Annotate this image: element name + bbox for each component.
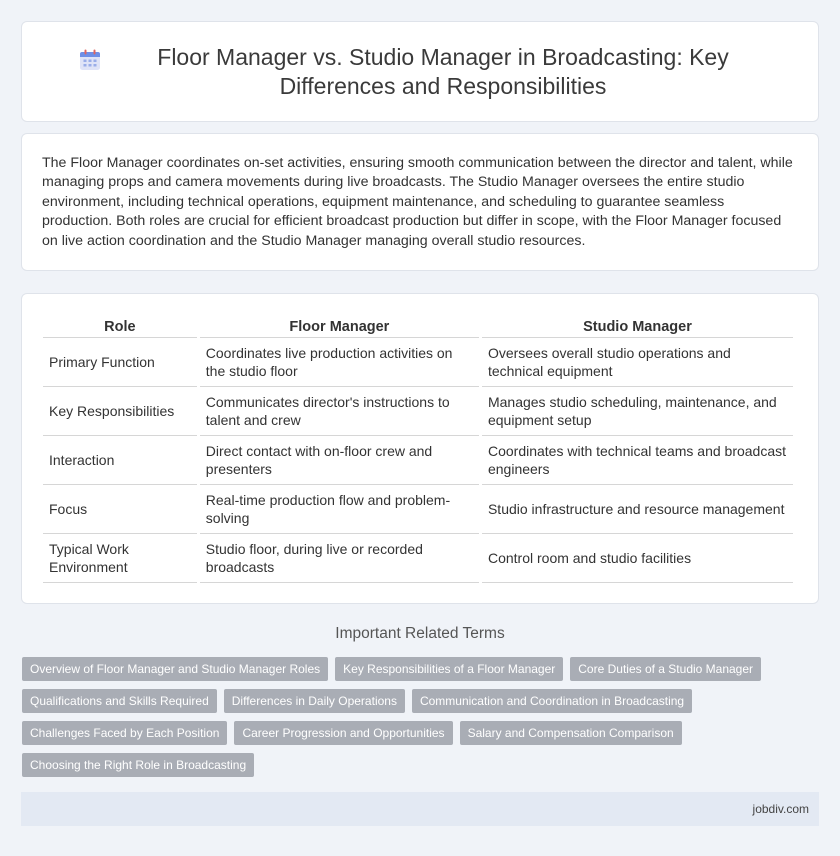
related-tag[interactable]: Challenges Faced by Each Position	[22, 721, 227, 745]
header-studio-manager: Studio Manager	[482, 314, 793, 338]
table-row	[43, 534, 793, 583]
related-tag[interactable]: Salary and Compensation Comparison	[460, 721, 682, 745]
cell-studio-manager: Studio infrastructure and resource management	[482, 485, 793, 534]
cell-studio-manager: Oversees overall studio operations and technical equipment	[482, 338, 793, 387]
cell-floor-manager: Direct contact with on-floor crew and presenters	[200, 436, 479, 485]
related-tag[interactable]: Choosing the Right Role in Broadcasting	[22, 753, 254, 777]
related-tag[interactable]: Communication and Coordination in Broadcasting	[412, 689, 692, 713]
title-wrap	[77, 43, 763, 101]
cell-role: Focus	[43, 485, 197, 534]
footer	[21, 792, 819, 826]
related-tag[interactable]: Overview of Floor Manager and Studio Manager Roles	[22, 657, 328, 681]
related-tag[interactable]: Qualifications and Skills Required	[22, 689, 217, 713]
table-row	[43, 436, 793, 485]
footer-site-link[interactable]: jobdiv.com	[752, 802, 809, 816]
table-row	[43, 485, 793, 534]
cell-floor-manager: Coordinates live production activities on the studio floor	[200, 338, 479, 387]
comparison-table-card	[21, 293, 819, 604]
page-title: Floor Manager vs. Studio Manager in Broadcasting: Key Differences and Responsibilities	[157, 43, 729, 99]
calendar-icon	[77, 47, 103, 73]
related-tag[interactable]: Differences in Daily Operations	[224, 689, 405, 713]
table-row	[43, 387, 793, 436]
related-terms-title: Important Related Terms	[335, 625, 505, 642]
cell-studio-manager: Manages studio scheduling, maintenance, and equipment setup	[482, 387, 793, 436]
table-header-row	[43, 314, 793, 338]
title-card	[21, 21, 819, 122]
cell-role: Key Responsibilities	[43, 387, 197, 436]
related-tag[interactable]: Core Duties of a Studio Manager	[570, 657, 761, 681]
header-floor-manager: Floor Manager	[200, 314, 479, 338]
header-role: Role	[43, 314, 197, 338]
cell-floor-manager: Studio floor, during live or recorded broadcasts	[200, 534, 479, 583]
intro-card	[21, 133, 819, 271]
comparison-table	[40, 314, 796, 583]
cell-role: Typical Work Environment	[43, 534, 197, 583]
cell-floor-manager: Real-time production flow and problem-solving	[200, 485, 479, 534]
cell-floor-manager: Communicates director's instructions to talent and crew	[200, 387, 479, 436]
cell-role: Primary Function	[43, 338, 197, 387]
cell-role: Interaction	[43, 436, 197, 485]
related-tag[interactable]: Key Responsibilities of a Floor Manager	[335, 657, 563, 681]
cell-studio-manager: Control room and studio facilities	[482, 534, 793, 583]
intro-text: The Floor Manager coordinates on-set activities, ensuring smooth communication between the director and talent, while managing props and camera movements during live broadcasts. The Studio Manager oversees the entire studio environment, including technical operations, equipment maintenance, and scheduling to guarantee seamless production. Both roles are crucial for efficient broadcast production but differ in scope, with the Floor Manager focused on live action coordination and the Studio Manager managing overall studio resources.	[42, 155, 793, 249]
cell-studio-manager: Coordinates with technical teams and broadcast engineers	[482, 436, 793, 485]
table-row	[43, 338, 793, 387]
related-terms-tags	[22, 657, 802, 777]
related-tag[interactable]: Career Progression and Opportunities	[234, 721, 452, 745]
